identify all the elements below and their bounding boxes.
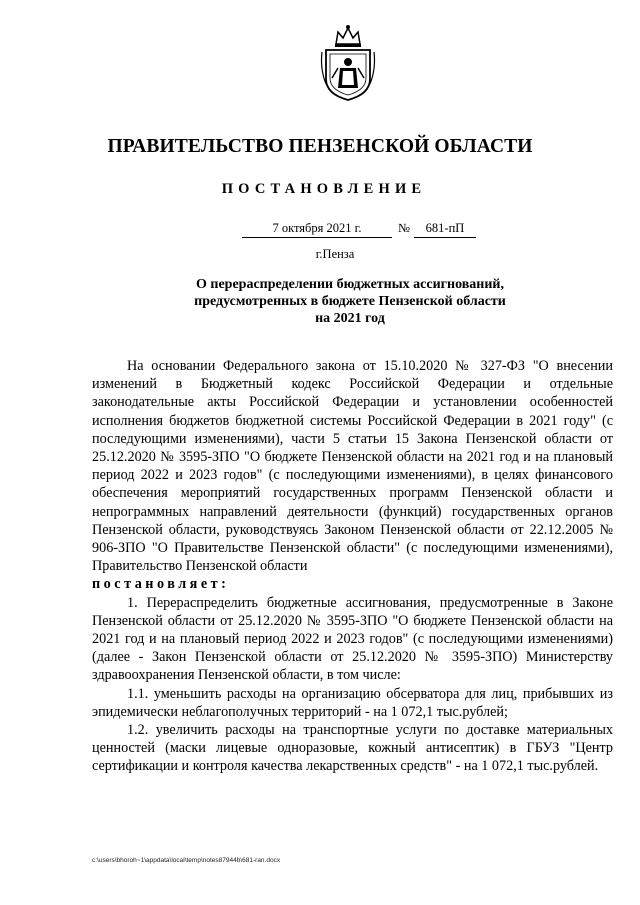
penza-coat-of-arms-icon [318,24,378,102]
file-path-footer: c:\users\bhoroh~1\appdata\local\temp\notes87944b\681-ran.docx [92,857,281,864]
preamble-paragraph: На основании Федерального закона от 15.10.2020 № 327-ФЗ "О внесении изменений в Бюджетный кодекс Российской Федерации и отдельные законодательные акты Российской Федерации и установлении особенностей исполнения бюджетов бюджетной системы Российской Федерации в 2021 году" (с последующими изменениями), части 5 статьи 15 Закона Пензенской области от 25.12.2020 № 3595-ЗПО "О бюджете Пензенской области на 2021 год и на плановый период 2022 и 2023 годов" (с последующими изменениями), в целях финансового обеспечения мероприятий государственных программ Пензенской области и непрограммных направлений деятельности (функций) государственных органов Пензенской области, руководствуясь Законом Пензенской области от 22.12.2005 № 906-ЗПО "О Правительстве Пензенской области" (с последующими изменениями), Правительство Пензенской области [92,358,613,575]
subject-line-2: предусмотренных в бюджете Пензенской области [194,294,506,309]
government-title: ПРАВИТЕЛЬСТВО ПЕНЗЕНСКОЙ ОБЛАСТИ [107,136,533,157]
item-1-paragraph: 1. Перераспределить бюджетные ассигнования, предусмотренные в Законе Пензенской области от 25.12.2020 № 3595-ЗПО "О бюджете Пензенской области на 2021 год и на плановый период 2022 и 2023 годов" (с последующими изменениями) (далее - Закон Пензенской области от 25.12.2020 № 3595-ЗПО) Министерству здравоохранения Пензенской области, в том числе: [92,594,613,684]
item-1-2-paragraph: 1.2. увеличить расходы на транспортные услуги по доставке материальных ценностей (маски лицевые одноразовые, кожный антисептик) в ГБУЗ "Центр сертификации и контроля качества лекарственных средств" - на 1 072,1 тыс.рублей. [92,722,613,775]
document-type: ПОСТАНОВЛЕНИЕ [221,181,427,197]
item-1-1-paragraph: 1.1. уменьшить расходы на организацию обсерватора для лиц, прибывших из эпидемически неблагополучных территорий - на 1 072,1 тыс.рублей; [92,685,613,720]
subject-line-1: О перераспределении бюджетных ассигнований, [196,277,504,292]
document-body [92,357,613,776]
document-date: 7 октября 2021 г. [242,221,392,238]
subject-line-3: на 2021 год [315,311,385,326]
document-subject [150,276,550,327]
number-sign: № [398,221,410,235]
document-city: г.Пенза [315,247,355,261]
document-number: 681-пП [414,221,476,238]
resolves-heading: постановляет: [92,576,230,593]
